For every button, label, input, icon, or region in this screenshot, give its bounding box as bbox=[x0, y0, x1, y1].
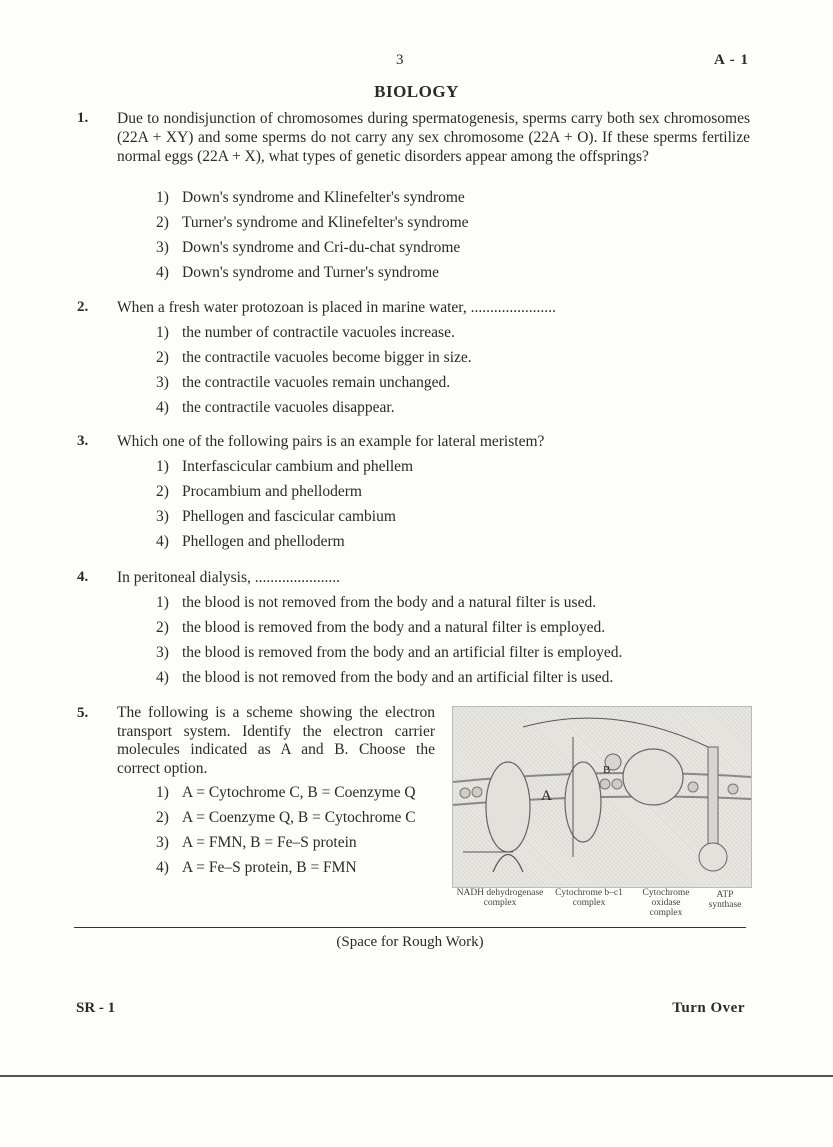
option: 1) Interfascicular cambium and phellem bbox=[156, 458, 414, 475]
option: 3) A = FMN, B = Fe–S protein bbox=[156, 834, 357, 851]
question-number: 2. bbox=[77, 299, 89, 315]
label-a: A bbox=[541, 788, 552, 804]
options-list bbox=[156, 780, 416, 880]
question-number: 4. bbox=[77, 569, 89, 585]
options-list bbox=[156, 590, 622, 690]
option: 2) A = Coenzyme Q, B = Cytochrome C bbox=[156, 809, 416, 826]
electron-transport-diagram bbox=[452, 706, 752, 888]
question-text: When a fresh water protozoan is placed in marine water, ...................... bbox=[117, 299, 556, 316]
options-list bbox=[156, 185, 469, 285]
option: 4) A = Fe–S protein, B = FMN bbox=[156, 859, 357, 876]
question-number: 3. bbox=[77, 433, 89, 449]
options-list bbox=[156, 454, 413, 554]
series-code: SR - 1 bbox=[76, 1000, 116, 1016]
rough-work-label: (Space for Rough Work) bbox=[336, 934, 484, 950]
subject-title: BIOLOGY bbox=[374, 82, 459, 101]
option: 4) Down's syndrome and Turner's syndrome bbox=[156, 264, 440, 281]
scan-edge-line bbox=[0, 1075, 833, 1077]
divider bbox=[74, 927, 746, 928]
paper-code: A - 1 bbox=[714, 52, 749, 68]
caption-atp-synthase: ATP synthase bbox=[708, 890, 742, 910]
ets-illustration bbox=[453, 707, 751, 887]
turn-over-label: Turn Over bbox=[672, 1000, 745, 1016]
option: 4) the contractile vacuoles disappear. bbox=[156, 399, 395, 416]
question-text: Due to nondisjunction of chromosomes during spermatogenesis, sperms carry both sex chromosomes (22A + XY) and some sperms do not carry any sex chromosome (22A + O). If these sperms fertilize normal eggs (22A + X), what types of genetic disorders appear among the offsprings? bbox=[117, 110, 750, 165]
option: 2) the blood is removed from the body and a natural filter is employed. bbox=[156, 619, 606, 636]
option: 3) Phellogen and fascicular cambium bbox=[156, 508, 396, 525]
question-number: 1. bbox=[77, 110, 89, 126]
label-b: B bbox=[603, 764, 611, 776]
option: 3) the blood is removed from the body and an artificial filter is employed. bbox=[156, 644, 623, 661]
question-number: 5. bbox=[77, 705, 89, 721]
option: 2) the contractile vacuoles become bigger in size. bbox=[156, 349, 472, 366]
options-list bbox=[156, 320, 472, 420]
page-number: 3 bbox=[396, 52, 404, 68]
option: 1) Down's syndrome and Klinefelter's syndrome bbox=[156, 189, 465, 206]
option: 4) the blood is not removed from the body and an artificial filter is used. bbox=[156, 669, 614, 686]
option: 1) the blood is not removed from the body and a natural filter is used. bbox=[156, 594, 597, 611]
question-text: The following is a scheme showing the electron transport system. Identify the electron carrier molecules indicated as A and B. Choose the correct option. bbox=[117, 704, 435, 777]
option: 3) Down's syndrome and Cri-du-chat syndrome bbox=[156, 239, 461, 256]
question-text: In peritoneal dialysis, ...................... bbox=[117, 569, 340, 586]
caption-nadh-dehydrogenase: NADH dehydrogenase complex bbox=[456, 888, 544, 908]
option: 1) the number of contractile vacuoles increase. bbox=[156, 324, 455, 341]
option: 2) Turner's syndrome and Klinefelter's syndrome bbox=[156, 214, 469, 231]
question-text: Which one of the following pairs is an example for lateral meristem? bbox=[117, 433, 545, 450]
option: 2) Procambium and phelloderm bbox=[156, 483, 362, 500]
caption-cytochrome-bc1: Cytochrome b–c1 complex bbox=[555, 888, 623, 908]
option: 3) the contractile vacuoles remain unchanged. bbox=[156, 374, 451, 391]
option: 1) A = Cytochrome C, B = Coenzyme Q bbox=[156, 784, 416, 801]
option: 4) Phellogen and phelloderm bbox=[156, 533, 345, 550]
caption-cytochrome-oxidase: Cytochrome oxidase complex bbox=[642, 888, 690, 918]
